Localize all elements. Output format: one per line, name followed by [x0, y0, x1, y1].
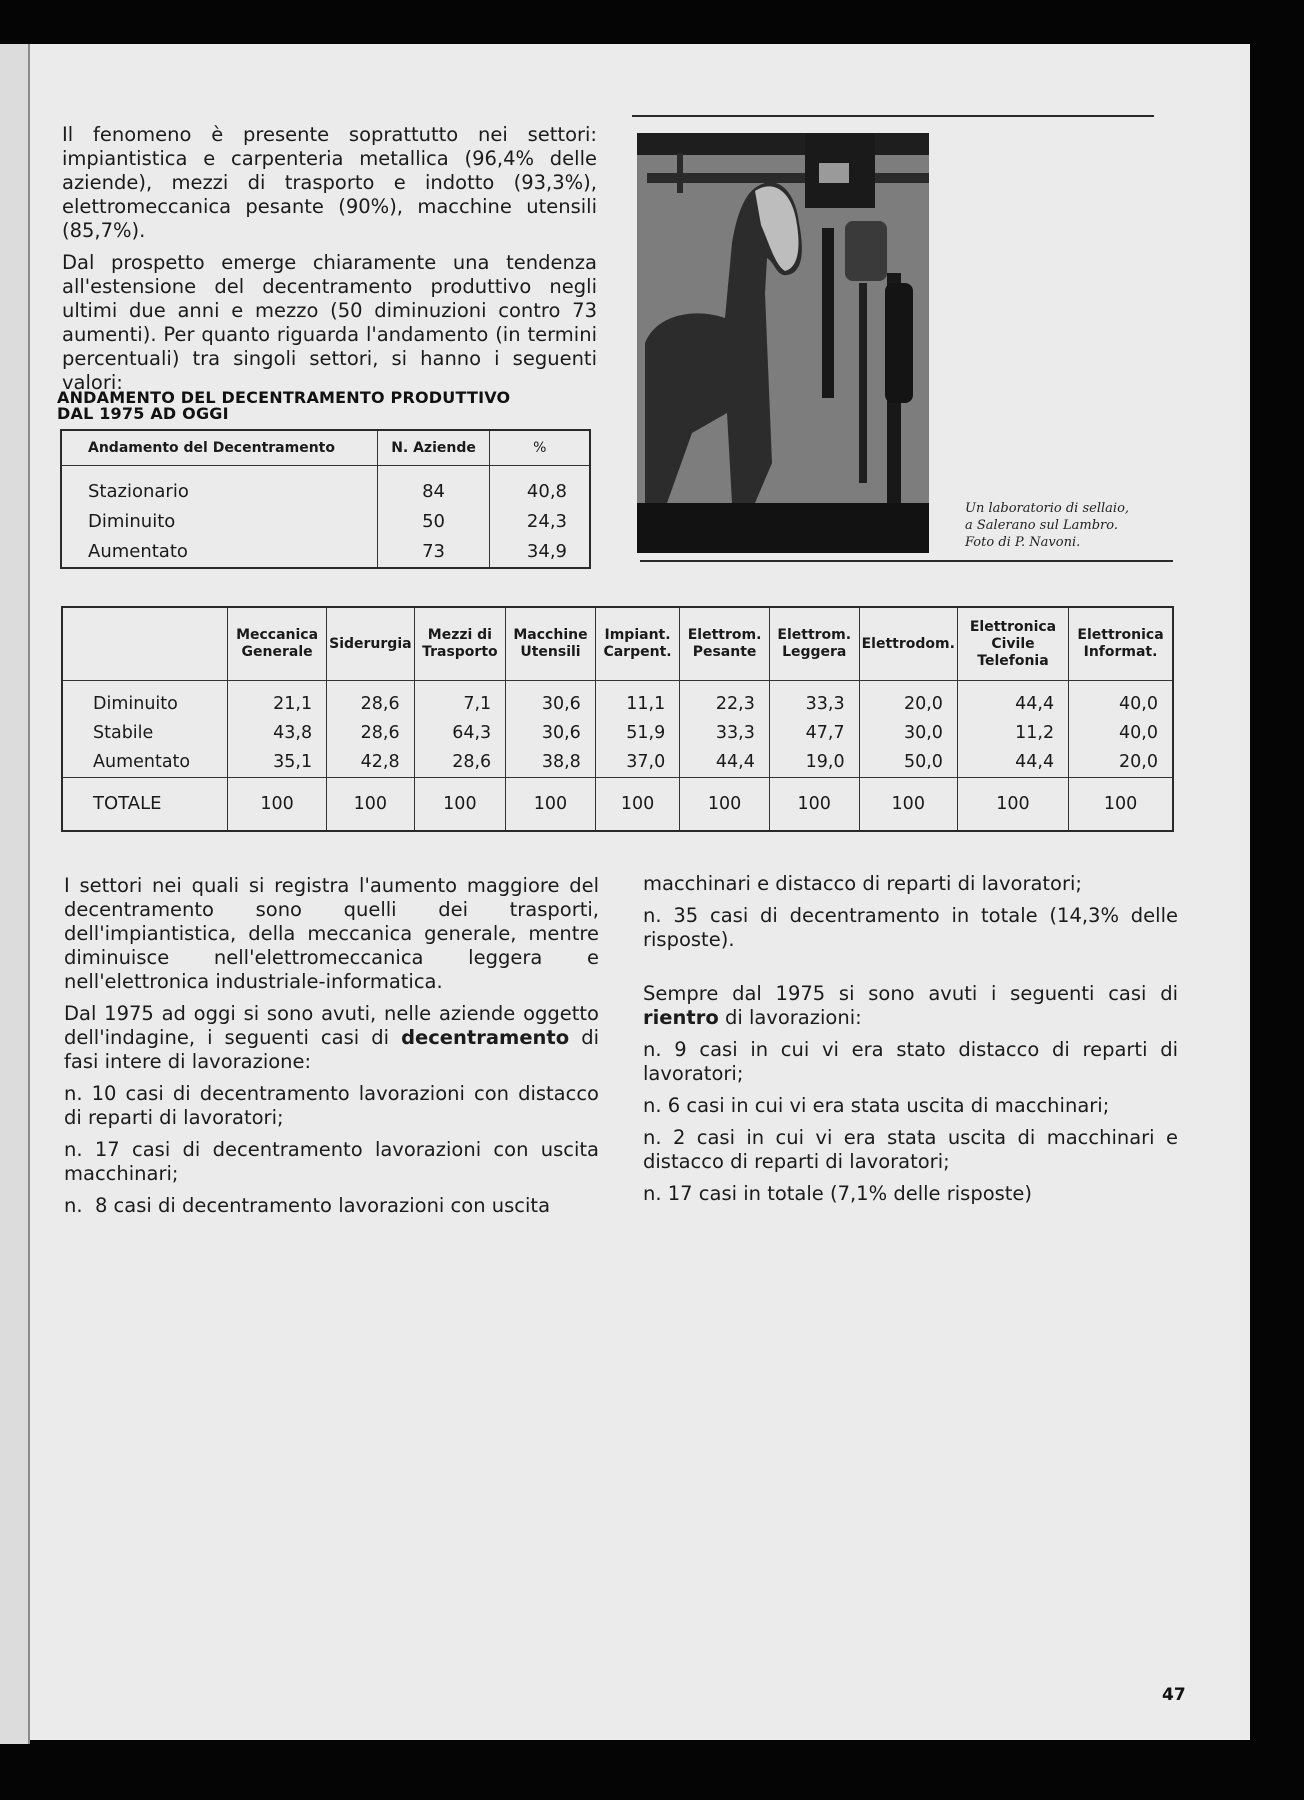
- cell: 30,6: [506, 719, 596, 748]
- header-elettronica-informat: Elettronica Informat.: [1069, 607, 1173, 681]
- cell: 100: [769, 777, 859, 831]
- scan-border-bottom: [0, 1755, 1304, 1800]
- body-left-column: [64, 874, 599, 1226]
- scan-border-right: [1250, 0, 1304, 1800]
- cell: 100: [680, 777, 770, 831]
- header-elettrom-leggera: Elettrom. Leggera: [769, 607, 859, 681]
- cell: 28,6: [414, 748, 506, 778]
- list-item: n. 35 casi di decentramento in totale (14,3% delle risposte).: [643, 904, 1178, 951]
- text-span: Dal 1975 ad oggi si sono avuti, nelle aziende oggetto dell'indagine, i seguenti casi di: [64, 1002, 599, 1049]
- row-label: Stazionario: [88, 480, 189, 502]
- cell: 37,0: [595, 748, 679, 778]
- cell: 28,6: [327, 681, 414, 719]
- photo-caption: [965, 500, 1145, 551]
- list-item: n. 17 casi in totale (7,1% delle risposte): [643, 1182, 1033, 1205]
- cell: 51,9: [595, 719, 679, 748]
- photo-image: [637, 133, 929, 553]
- table-row-aumentato: [62, 748, 1173, 778]
- row-label: Diminuito: [88, 511, 176, 533]
- photo-top-rule: [632, 115, 1154, 117]
- table1-title-line-2: DAL 1975 AD OGGI: [57, 404, 229, 423]
- header-elettronica-civile: Elettronica Civile Telefonia: [957, 607, 1068, 681]
- cell: 30,0: [859, 719, 957, 748]
- row-percent: 40,8: [490, 466, 590, 507]
- cell: 33,3: [680, 719, 770, 748]
- photo-bottom-rule: [640, 560, 1173, 562]
- cell: 44,4: [957, 748, 1068, 778]
- cell: 100: [327, 777, 414, 831]
- sector-percentage-table: [61, 606, 1174, 832]
- list-item: n. 10 casi di decentramento lavorazioni con distacco di reparti di lavoratori;: [64, 1082, 599, 1129]
- cell: 44,4: [680, 748, 770, 778]
- intro-paragraph-2: Dal prospetto emerge chiaramente una tendenza all'estensione del decentramento produttivo negli ultimi due anni e mezzo (50 diminuzioni contro 73 aumenti). Per quanto riguarda l'andamento (in termini percentuali) tra singoli settori, si hanno i seguenti valori:: [62, 251, 597, 394]
- decentramento-summary-table: [60, 429, 591, 569]
- intro-paragraph-1: Il fenomeno è presente soprattutto nei settori: impiantistica e carpenteria metallica (96,4% delle aziende), mezzi di trasporto e indotto (93,3%), elettromeccanica pesante (90%), macchine utensili (85,7%).: [62, 123, 597, 242]
- body-left-paragraph-2: [64, 1002, 599, 1074]
- row-label: Diminuito: [93, 693, 178, 714]
- row-count: 84: [377, 466, 490, 507]
- table-row: [61, 507, 590, 537]
- list-item: n. 9 casi in cui vi era stato distacco di reparti di lavoratori;: [643, 1038, 1178, 1085]
- cell: 33,3: [769, 681, 859, 719]
- list-item: n. 2 casi in cui vi era stata uscita di macchinari e distacco di reparti di lavoratori;: [643, 1126, 1178, 1173]
- cell: 50,0: [859, 748, 957, 778]
- cell: 100: [957, 777, 1068, 831]
- cell: 42,8: [327, 748, 414, 778]
- list-item: n. 8 casi di decentramento lavorazioni con uscita: [64, 1194, 551, 1217]
- row-count: 50: [377, 507, 490, 537]
- table-row-stabile: [62, 719, 1173, 748]
- cell: 22,3: [680, 681, 770, 719]
- row-count: 73: [377, 537, 490, 568]
- page-number: 47: [1162, 1685, 1186, 1705]
- cell: 100: [595, 777, 679, 831]
- cell: 35,1: [228, 748, 327, 778]
- cell: 7,1: [414, 681, 506, 719]
- header-n-aziende: N. Aziende: [377, 430, 490, 466]
- intro-text: [62, 123, 597, 403]
- header-meccanica-generale: Meccanica Generale: [228, 607, 327, 681]
- cell: 19,0: [769, 748, 859, 778]
- cell: 11,1: [595, 681, 679, 719]
- table-row: [61, 466, 590, 507]
- list-item: n. 17 casi di decentramento lavorazioni con uscita macchinari;: [64, 1138, 599, 1185]
- cell: 11,2: [957, 719, 1068, 748]
- cell: 40,0: [1069, 681, 1173, 719]
- body-left-paragraph-1: I settori nei quali si registra l'aumento maggiore del decentramento sono quelli dei trasporti, dell'impiantistica, della meccanica generale, mentre diminuisce nell'elettromeccanica leggera e nell'elettronica industriale-informatica.: [64, 874, 599, 993]
- cell: 64,3: [414, 719, 506, 748]
- cell: 38,8: [506, 748, 596, 778]
- cell: 47,7: [769, 719, 859, 748]
- table-row: [61, 537, 590, 568]
- cell: 20,0: [859, 681, 957, 719]
- saddler-workshop-photo: [637, 133, 929, 553]
- cell: 100: [506, 777, 596, 831]
- cell: 100: [228, 777, 327, 831]
- table-header-row: [62, 607, 1173, 681]
- header-macchine-utensili: Macchine Utensili: [506, 607, 596, 681]
- header-impiant-carpent: Impiant. Carpent.: [595, 607, 679, 681]
- row-percent: 34,9: [490, 537, 590, 568]
- header-mezzi-trasporto: Mezzi di Trasporto: [414, 607, 506, 681]
- header-siderurgia: Siderurgia: [327, 607, 414, 681]
- cell: 100: [859, 777, 957, 831]
- cell: 100: [1069, 777, 1173, 831]
- table-row-diminuito: [62, 681, 1173, 719]
- header-elettrom-pesante: Elettrom. Pesante: [680, 607, 770, 681]
- row-percent: 24,3: [490, 507, 590, 537]
- body-right-column: [643, 872, 1178, 1214]
- table-row-totale: [62, 777, 1173, 831]
- text-span: di lavorazioni:: [718, 1006, 862, 1029]
- table1-title: [57, 390, 577, 422]
- text-span: di fasi intere di lavorazione:: [64, 1026, 600, 1073]
- page-gutter: [0, 44, 30, 1744]
- cell: 28,6: [327, 719, 414, 748]
- cell: 30,6: [506, 681, 596, 719]
- row-label: TOTALE: [62, 777, 228, 831]
- scan-border-top: [0, 0, 1304, 44]
- header-empty: [62, 607, 228, 681]
- caption-line-3: Foto di P. Navoni.: [965, 535, 1081, 550]
- row-label: Aumentato: [88, 541, 188, 563]
- bold-keyword: rientro: [643, 1006, 719, 1029]
- list-item: n. 6 casi in cui vi era stata uscita di macchinari;: [643, 1094, 1110, 1117]
- cell: 44,4: [957, 681, 1068, 719]
- cell: 20,0: [1069, 748, 1173, 778]
- table1-title-line-1: ANDAMENTO DEL DECENTRAMENTO PRODUTTIVO: [57, 388, 511, 407]
- cell: 40,0: [1069, 719, 1173, 748]
- cell: 100: [414, 777, 506, 831]
- table-header-row: [61, 430, 590, 466]
- list-item: macchinari e distacco di reparti di lavoratori;: [643, 872, 1082, 895]
- caption-line-1: Un laboratorio di sellaio,: [965, 501, 1130, 516]
- header-percent: %: [490, 430, 590, 466]
- cell: 43,8: [228, 719, 327, 748]
- body-right-paragraph: [643, 982, 1178, 1030]
- row-label: Stabile: [93, 723, 154, 744]
- caption-line-2: a Salerano sul Lambro.: [965, 518, 1118, 533]
- header-andamento: Andamento del Decentramento: [61, 430, 377, 466]
- header-elettrodom: Elettrodom.: [859, 607, 957, 681]
- text-span: Sempre dal 1975 si sono avuti i seguenti casi di: [643, 982, 1178, 1005]
- cell: 21,1: [228, 681, 327, 719]
- row-label: Aumentato: [93, 752, 191, 773]
- bold-keyword: decentramento: [401, 1026, 570, 1049]
